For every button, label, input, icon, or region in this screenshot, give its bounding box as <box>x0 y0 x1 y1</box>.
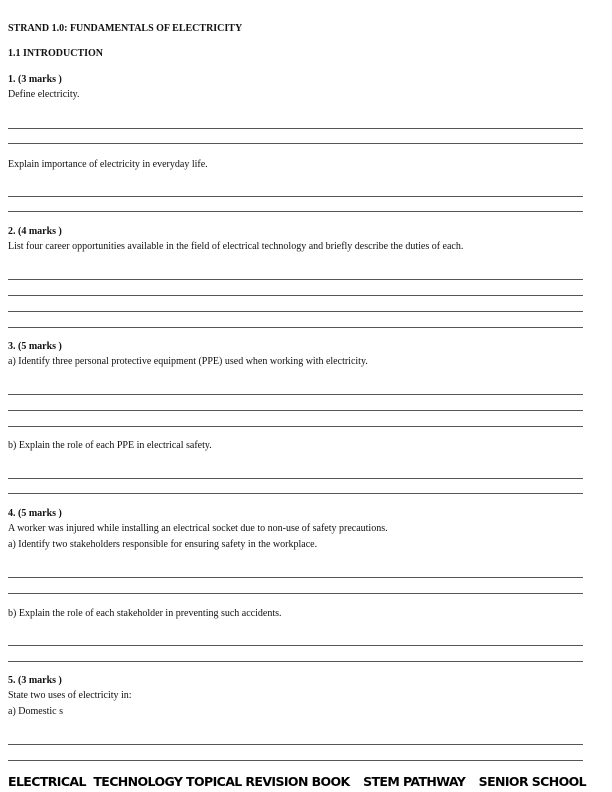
question-4-header: 4. (5 marks ) <box>8 508 62 519</box>
question-3-subtext: b) Explain the role of each PPE in electrical safety. <box>8 440 212 451</box>
question-2-header: 2. (4 marks ) <box>8 226 62 237</box>
answer-line[interactable] <box>8 661 583 662</box>
question-3-header: 3. (5 marks ) <box>8 341 62 352</box>
answer-line[interactable] <box>8 311 583 312</box>
answer-line[interactable] <box>8 593 583 594</box>
footer-pathway: STEM PATHWAY <box>363 774 466 789</box>
answer-line[interactable] <box>8 645 583 646</box>
answer-line[interactable] <box>8 279 583 280</box>
strand-title: STRAND 1.0: FUNDAMENTALS OF ELECTRICITY <box>8 23 243 34</box>
answer-line[interactable] <box>8 577 583 578</box>
question-5-text: State two uses of electricity in: <box>8 690 132 701</box>
answer-line[interactable] <box>8 426 583 427</box>
answer-line[interactable] <box>8 143 583 144</box>
question-4-subtext: b) Explain the role of each stakeholder in preventing such accidents. <box>8 608 282 619</box>
question-1-subtext: Explain importance of electricity in everyday life. <box>8 159 208 170</box>
answer-line[interactable] <box>8 196 583 197</box>
page-footer <box>8 774 586 789</box>
answer-line[interactable] <box>8 410 583 411</box>
answer-line[interactable] <box>8 327 583 328</box>
question-5-header: 5. (3 marks ) <box>8 675 62 686</box>
answer-line[interactable] <box>8 128 583 129</box>
answer-line[interactable] <box>8 295 583 296</box>
question-5-part-a: a) Domestic s <box>8 706 63 717</box>
question-4-text: a) Identify two stakeholders responsible for ensuring safety in the workplace. <box>8 539 318 550</box>
answer-line[interactable] <box>8 211 583 212</box>
answer-line[interactable] <box>8 493 583 494</box>
section-title: 1.1 INTRODUCTION <box>8 48 104 59</box>
answer-line[interactable] <box>8 760 583 761</box>
answer-line[interactable] <box>8 478 583 479</box>
question-1-header: 1. (3 marks ) <box>8 74 62 85</box>
answer-line[interactable] <box>8 394 583 395</box>
question-4-scenario: A worker was injured while installing an electrical socket due to non-use of safety precautions. <box>8 523 388 534</box>
question-1-text: Define electricity. <box>8 89 80 100</box>
question-3-text: a) Identify three personal protective equipment (PPE) used when working with electricity. <box>8 356 368 367</box>
footer-book-title: ELECTRICAL TECHNOLOGY TOPICAL REVISION BOOK <box>8 774 350 789</box>
footer-school: SENIOR SCHOOL <box>478 774 586 789</box>
answer-line[interactable] <box>8 744 583 745</box>
question-2-text: List four career opportunities available in the field of electrical technology and briefly describe the duties of each. <box>8 241 464 252</box>
